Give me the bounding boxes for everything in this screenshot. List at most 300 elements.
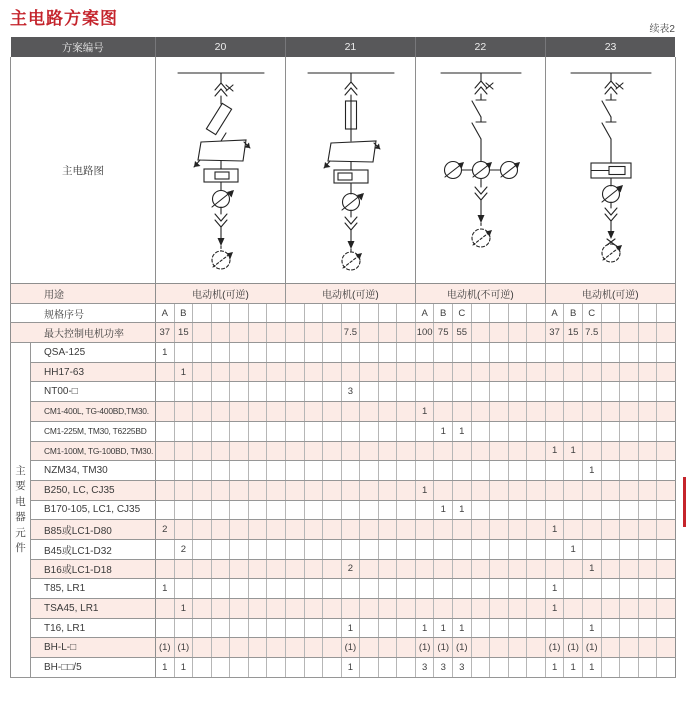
grid-cell: [527, 559, 546, 579]
grid-cell: [545, 421, 564, 441]
grid-cell: [490, 382, 509, 402]
grid-cell: [620, 421, 639, 441]
grid-cell: [267, 539, 286, 559]
grid-cell: [397, 638, 416, 658]
grid-cell: [397, 559, 416, 579]
grid-cell: [582, 599, 601, 619]
grid-cell: 1: [582, 618, 601, 638]
grid-cell: [490, 559, 509, 579]
grid-cell: 100: [415, 323, 434, 343]
grid-cell: [545, 461, 564, 481]
grid-cell: [490, 658, 509, 678]
grid-cell: [285, 441, 304, 461]
grid-cell: 1: [156, 658, 175, 678]
grid-cell: [527, 480, 546, 500]
grid-cell: (1): [156, 638, 175, 658]
grid-cell: 75: [434, 323, 453, 343]
grid-cell: [341, 441, 360, 461]
grid-cell: [620, 323, 639, 343]
grid-cell: [248, 579, 267, 599]
circuit-diagram-scheme-23-icon: [546, 57, 676, 283]
grid-cell: [211, 658, 230, 678]
grid-cell: [471, 500, 490, 520]
grid-cell: [267, 638, 286, 658]
grid-cell: [285, 362, 304, 382]
grid-cell: [582, 382, 601, 402]
grid-cell: 1: [582, 559, 601, 579]
grid-cell: [230, 500, 249, 520]
grid-cell: [285, 638, 304, 658]
grid-cell: [211, 421, 230, 441]
row-label: TSA45, LR1: [31, 599, 156, 619]
grid-cell: [248, 441, 267, 461]
grid-cell: [304, 559, 323, 579]
grid-cell: [471, 638, 490, 658]
grid-cell: [453, 382, 472, 402]
grid-cell: [527, 539, 546, 559]
table-row: [11, 658, 676, 678]
grid-cell: [360, 480, 379, 500]
grid-cell: [434, 343, 453, 363]
grid-cell: [248, 638, 267, 658]
grid-cell: [285, 559, 304, 579]
grid-cell: B: [564, 303, 583, 323]
grid-cell: 15: [174, 323, 193, 343]
grid-cell: [304, 658, 323, 678]
grid-cell: [601, 480, 620, 500]
scheme-header-21: 21: [285, 37, 415, 57]
grid-cell: [471, 343, 490, 363]
grid-cell: [527, 599, 546, 619]
grid-cell: [285, 402, 304, 422]
grid-cell: [415, 343, 434, 363]
grid-cell: [211, 441, 230, 461]
row-label: T85, LR1: [31, 579, 156, 599]
grid-cell: [267, 559, 286, 579]
grid-cell: [453, 480, 472, 500]
grid-cell: [508, 480, 527, 500]
grid-cell: [323, 480, 342, 500]
table-row: [11, 579, 676, 599]
grid-cell: [638, 421, 657, 441]
grid-cell: 7.5: [582, 323, 601, 343]
grid-cell: [638, 599, 657, 619]
grid-cell: 1: [415, 402, 434, 422]
table-row: [11, 500, 676, 520]
grid-cell: 37: [156, 323, 175, 343]
grid-cell: [230, 421, 249, 441]
continuation-note: 续表2: [649, 24, 675, 35]
grid-cell: [193, 461, 212, 481]
grid-cell: [415, 500, 434, 520]
grid-cell: [248, 658, 267, 678]
grid-cell: [657, 303, 676, 323]
grid-cell: C: [582, 303, 601, 323]
grid-cell: [323, 421, 342, 441]
grid-cell: 1: [582, 658, 601, 678]
grid-cell: [601, 539, 620, 559]
grid-cell: [156, 382, 175, 402]
grid-cell: [638, 382, 657, 402]
grid-cell: [601, 638, 620, 658]
grid-cell: [193, 658, 212, 678]
grid-cell: [564, 559, 583, 579]
grid-cell: [471, 559, 490, 579]
grid-cell: [490, 323, 509, 343]
grid-cell: [304, 599, 323, 619]
grid-cell: [341, 579, 360, 599]
grid-cell: [582, 362, 601, 382]
grid-cell: [230, 520, 249, 540]
grid-cell: [397, 520, 416, 540]
diagram-row-label: 主电路图: [11, 57, 156, 284]
grid-cell: 1: [545, 579, 564, 599]
grid-cell: [564, 579, 583, 599]
grid-cell: [545, 382, 564, 402]
grid-cell: [657, 658, 676, 678]
grid-cell: [527, 500, 546, 520]
grid-cell: [638, 303, 657, 323]
grid-cell: [323, 303, 342, 323]
grid-cell: [285, 520, 304, 540]
grid-cell: [397, 599, 416, 619]
grid-cell: [378, 599, 397, 619]
grid-cell: [193, 638, 212, 658]
grid-cell: [341, 599, 360, 619]
grid-cell: C: [453, 303, 472, 323]
grid-cell: [285, 539, 304, 559]
grid-cell: [490, 638, 509, 658]
grid-cell: [304, 480, 323, 500]
grid-cell: [657, 441, 676, 461]
grid-cell: [174, 343, 193, 363]
grid-cell: [230, 303, 249, 323]
grid-cell: [471, 520, 490, 540]
grid-body: [11, 284, 676, 678]
row-label: 最大控制电机功率: [11, 323, 156, 343]
grid-cell: [434, 441, 453, 461]
grid-cell: [341, 480, 360, 500]
grid-cell: [620, 402, 639, 422]
grid-cell: [323, 343, 342, 363]
grid-cell: [285, 323, 304, 343]
grid-cell: [397, 480, 416, 500]
grid-cell: [397, 323, 416, 343]
grid-cell: [545, 402, 564, 422]
table-row: [11, 303, 676, 323]
grid-cell: [564, 382, 583, 402]
grid-cell: [267, 323, 286, 343]
grid-cell: [545, 362, 564, 382]
grid-cell: [601, 618, 620, 638]
grid-cell: [193, 579, 212, 599]
grid-cell: [360, 343, 379, 363]
grid-cell: [211, 303, 230, 323]
grid-cell: [397, 658, 416, 678]
grid-cell: [156, 539, 175, 559]
grid-cell: [434, 362, 453, 382]
grid-cell: [230, 323, 249, 343]
grid-cell: [285, 500, 304, 520]
grid-cell: 1: [156, 579, 175, 599]
grid-cell: [378, 323, 397, 343]
grid-cell: [360, 362, 379, 382]
grid-cell: [508, 421, 527, 441]
grid-cell: [230, 658, 249, 678]
grid-cell: [490, 362, 509, 382]
grid-cell: [323, 382, 342, 402]
grid-cell: [415, 461, 434, 481]
grid-cell: [248, 480, 267, 500]
grid-cell: [174, 559, 193, 579]
grid-cell: [657, 480, 676, 500]
grid-cell: [323, 618, 342, 638]
grid-cell: [193, 441, 212, 461]
grid-cell: [620, 618, 639, 638]
grid-cell: 1: [453, 421, 472, 441]
grid-cell: [471, 579, 490, 599]
grid-cell: [360, 303, 379, 323]
grid-cell: [527, 520, 546, 540]
grid-cell: [193, 599, 212, 619]
grid-cell: [267, 303, 286, 323]
grid-cell: [378, 638, 397, 658]
grid-cell: [527, 461, 546, 481]
grid-cell: [267, 382, 286, 402]
grid-cell: 1: [434, 618, 453, 638]
grid-cell: [156, 421, 175, 441]
grid-cell: [267, 480, 286, 500]
grid-cell: [285, 343, 304, 363]
grid-cell: [378, 539, 397, 559]
page-title: 主电路方案图: [10, 9, 118, 28]
grid-cell: [434, 579, 453, 599]
grid-cell: 1: [582, 461, 601, 481]
grid-cell: [471, 441, 490, 461]
grid-cell: [211, 343, 230, 363]
grid-cell: (1): [582, 638, 601, 658]
grid-cell: [434, 539, 453, 559]
grid-cell: 1: [434, 500, 453, 520]
grid-cell: [323, 461, 342, 481]
grid-cell: [564, 599, 583, 619]
grid-cell: [193, 402, 212, 422]
grid-cell: [378, 382, 397, 402]
grid-cell: 2: [174, 539, 193, 559]
grid-cell: [304, 303, 323, 323]
grid-cell: [397, 539, 416, 559]
grid-cell: [620, 303, 639, 323]
grid-cell: [323, 323, 342, 343]
grid-cell: 55: [453, 323, 472, 343]
grid-cell: [545, 559, 564, 579]
grid-cell: [453, 520, 472, 540]
usage-cell: 电动机(可逆): [545, 284, 675, 304]
grid-cell: [453, 559, 472, 579]
grid-cell: [248, 520, 267, 540]
grid-cell: [490, 579, 509, 599]
grid-cell: [323, 362, 342, 382]
grid-cell: [657, 323, 676, 343]
grid-cell: [434, 480, 453, 500]
grid-cell: [490, 421, 509, 441]
table-row: [11, 382, 676, 402]
grid-cell: [564, 362, 583, 382]
grid-cell: [508, 638, 527, 658]
scheme-header-23: 23: [545, 37, 675, 57]
grid-cell: [174, 618, 193, 638]
grid-cell: [601, 658, 620, 678]
grid-cell: [248, 618, 267, 638]
grid-cell: 1: [453, 618, 472, 638]
grid-cell: [397, 303, 416, 323]
grid-cell: [415, 441, 434, 461]
grid-cell: [471, 599, 490, 619]
grid-cell: [638, 402, 657, 422]
main-circuit-scheme-table: [10, 37, 676, 678]
row-label: NT00-□: [31, 382, 156, 402]
grid-cell: [620, 500, 639, 520]
grid-cell: [582, 402, 601, 422]
table-row: [11, 441, 676, 461]
grid-cell: [471, 658, 490, 678]
grid-cell: [230, 362, 249, 382]
grid-cell: [508, 402, 527, 422]
grid-cell: [657, 382, 676, 402]
grid-cell: [564, 402, 583, 422]
grid-cell: [490, 461, 509, 481]
grid-cell: [582, 539, 601, 559]
grid-cell: [527, 421, 546, 441]
grid-cell: [285, 658, 304, 678]
row-label: NZM34, TM30: [31, 461, 156, 481]
grid-cell: [582, 343, 601, 363]
grid-cell: [490, 599, 509, 619]
grid-cell: [527, 618, 546, 638]
grid-cell: 1: [564, 658, 583, 678]
grid-cell: [657, 599, 676, 619]
grid-cell: [620, 559, 639, 579]
grid-cell: [323, 638, 342, 658]
grid-cell: [360, 539, 379, 559]
grid-cell: [174, 480, 193, 500]
grid-cell: [415, 421, 434, 441]
grid-cell: [193, 362, 212, 382]
grid-cell: [248, 500, 267, 520]
grid-cell: B: [174, 303, 193, 323]
grid-cell: [323, 520, 342, 540]
row-label: T16, LR1: [31, 618, 156, 638]
grid-cell: [267, 362, 286, 382]
grid-cell: [211, 402, 230, 422]
grid-cell: [620, 480, 639, 500]
grid-cell: [527, 579, 546, 599]
grid-cell: [601, 579, 620, 599]
grid-cell: [323, 539, 342, 559]
grid-cell: [193, 343, 212, 363]
grid-cell: [174, 461, 193, 481]
grid-cell: [341, 520, 360, 540]
grid-cell: [564, 461, 583, 481]
grid-cell: [174, 382, 193, 402]
grid-cell: [156, 402, 175, 422]
grid-cell: [341, 343, 360, 363]
grid-cell: [508, 520, 527, 540]
grid-cell: [267, 579, 286, 599]
grid-cell: 1: [434, 421, 453, 441]
grid-cell: [304, 461, 323, 481]
diagram-cell-21: [285, 57, 415, 284]
grid-cell: [471, 362, 490, 382]
grid-cell: [323, 441, 342, 461]
grid-cell: [304, 638, 323, 658]
table-row: [11, 539, 676, 559]
grid-cell: [397, 579, 416, 599]
grid-cell: [657, 421, 676, 441]
grid-cell: [230, 441, 249, 461]
grid-cell: [267, 520, 286, 540]
grid-cell: [657, 618, 676, 638]
grid-cell: [378, 658, 397, 678]
grid-cell: [360, 658, 379, 678]
grid-cell: [230, 539, 249, 559]
grid-cell: [620, 520, 639, 540]
grid-cell: [267, 402, 286, 422]
grid-cell: [508, 500, 527, 520]
grid-cell: [323, 402, 342, 422]
grid-cell: [156, 441, 175, 461]
grid-cell: [471, 539, 490, 559]
grid-cell: [211, 461, 230, 481]
grid-cell: [341, 303, 360, 323]
grid-cell: [638, 461, 657, 481]
grid-cell: [156, 599, 175, 619]
grid-cell: [230, 638, 249, 658]
grid-cell: [304, 539, 323, 559]
grid-cell: [657, 500, 676, 520]
grid-cell: [490, 500, 509, 520]
grid-cell: [211, 382, 230, 402]
grid-cell: [156, 480, 175, 500]
grid-cell: [378, 303, 397, 323]
table-row: [11, 461, 676, 481]
grid-cell: [453, 402, 472, 422]
grid-cell: [620, 343, 639, 363]
grid-cell: [341, 539, 360, 559]
grid-cell: [638, 441, 657, 461]
grid-cell: [638, 323, 657, 343]
grid-cell: [471, 618, 490, 638]
row-label: B45或LC1-D32: [31, 539, 156, 559]
grid-cell: [230, 599, 249, 619]
grid-cell: B: [434, 303, 453, 323]
grid-cell: [415, 579, 434, 599]
grid-cell: 1: [564, 539, 583, 559]
grid-cell: [248, 362, 267, 382]
grid-cell: [397, 343, 416, 363]
grid-cell: [638, 539, 657, 559]
grid-cell: [434, 559, 453, 579]
grid-cell: [360, 520, 379, 540]
grid-cell: [564, 618, 583, 638]
grid-cell: [527, 402, 546, 422]
grid-cell: [378, 402, 397, 422]
grid-cell: 2: [156, 520, 175, 540]
grid-cell: [620, 461, 639, 481]
grid-cell: [304, 323, 323, 343]
grid-cell: [620, 599, 639, 619]
grid-cell: [564, 421, 583, 441]
